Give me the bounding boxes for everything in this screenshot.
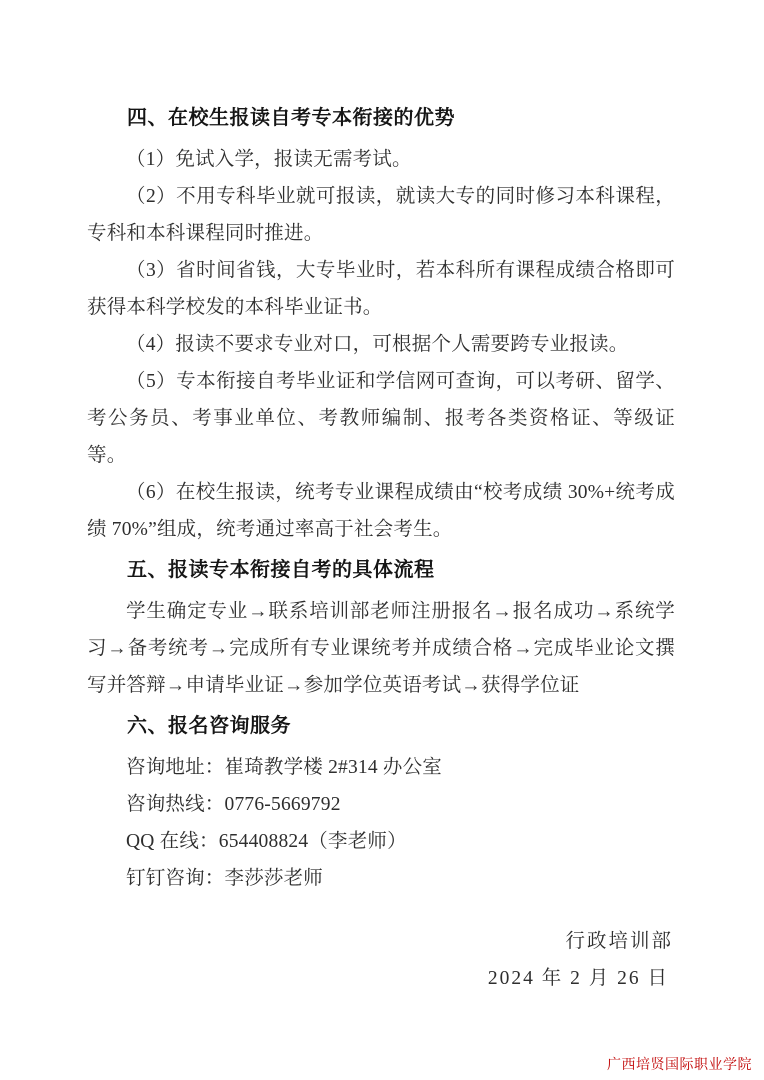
contact-dingtalk-line: 钉钉咨询：李莎莎老师 (126, 868, 324, 889)
advantage-item-4: （4）报读不要求专业对口，可根据个人需要跨专业报读。 (126, 334, 629, 355)
section-heading-6: 六、报名咨询服务 (127, 715, 291, 737)
contact-hotline-line: 咨询热线：0776-5669792 (126, 794, 341, 815)
document-body (87, 96, 675, 997)
advantage-item-6: （6）在校生报读，统考专业课程成绩由“校考成绩 30%+统考成绩 70%”组成，统考通过率高于社会考生。 (87, 482, 675, 540)
section-heading-4: 四、在校生报读自考专本衔接的优势 (127, 107, 455, 129)
advantage-item-3: （3）省时间省钱，大专毕业时，若本科所有课程成绩合格即可获得本科学校发的本科毕业证书。 (87, 260, 675, 318)
section-heading-5: 五、报读专本衔接自考的具体流程 (127, 559, 435, 581)
school-name-watermark: 广西培贤国际职业学院 (607, 1056, 752, 1072)
signature-block (87, 923, 675, 997)
contact-address-line: 咨询地址：崔琦教学楼 2#314 办公室 (126, 757, 443, 778)
advantage-item-2: （2）不用专科毕业就可报读，就读大专的同时修习本科课程，专科和本科课程同时推进。 (87, 186, 675, 244)
advantage-item-5: （5）专本衔接自考毕业证和学信网可查询，可以考研、留学、考公务员、考事业单位、考教师编制、报考各类资格证、等级证等。 (87, 371, 675, 466)
signature-date: 2024 年 2 月 26 日 (487, 968, 669, 989)
contact-qq-line: QQ 在线：654408824（李老师） (126, 831, 407, 852)
process-flow-paragraph: 学生确定专业→联系培训部老师注册报名→报名成功→系统学习→备考统考→完成所有专业课统考并成绩合格→完成毕业论文撰写并答辩→申请毕业证→参加学位英语考试→获得学位证 (87, 601, 675, 696)
advantage-item-1: （1）免试入学，报读无需考试。 (126, 149, 412, 170)
signature-department: 行政培训部 (565, 931, 673, 952)
